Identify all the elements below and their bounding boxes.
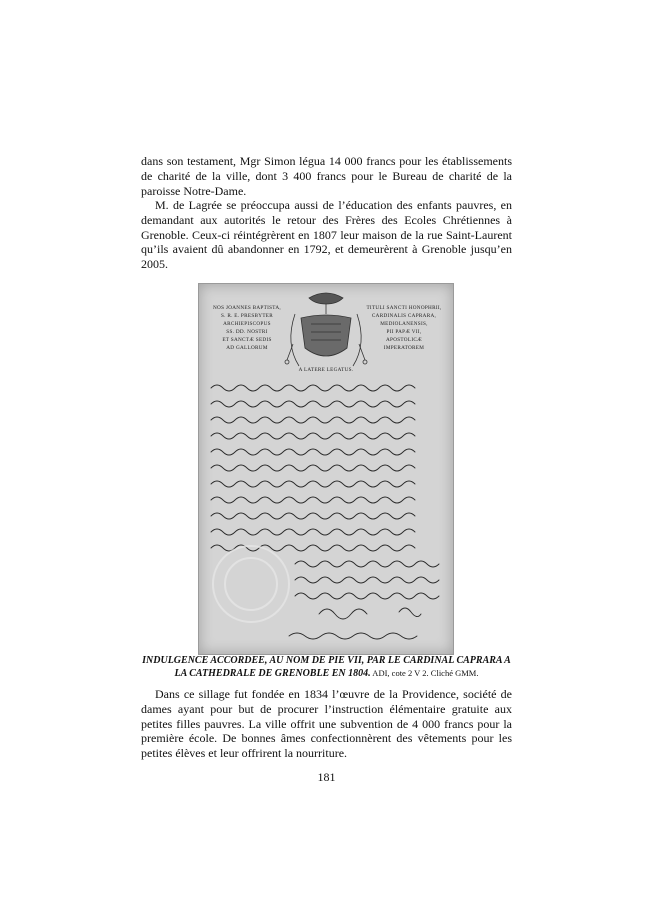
paragraph-testament: dans son testament, Mgr Simon légua 14 000 francs pour les établissements de charité de la ville, dont 3 400 francs pour le Bureau de charité de la paroisse Notre-Dame. (141, 154, 512, 198)
document-header-right: TITULI SANCTI HONOPHRII, CARDINALIS CAPRARA, MEDIOLANENSIS, PII PAPÆ VII, APOSTOLICÆ IMPERATOREM (366, 305, 442, 351)
paragraph-education: M. de Lagrée se préoccupa aussi de l’éducation des enfants pauvres, en demandant aux autorités le retour des Frères des Ecoles Chrétiennes à Grenoble. Ceux-ci réintégrèrent en 1807 leur maison de la rue Saint-Laurent qu’ils avaient dû abandonner en 1792, et demeurèrent à Grenoble jusqu’en 2005. (141, 198, 512, 272)
document-header-left: NOS JOANNES BAPTISTA, S. R. E. PRESBYTER ARCHIEPISCOPUS SS. DD. NOSTRI ET SANCTÆ SEDIS AD GALLORUM (213, 305, 281, 351)
caption-title-line-2: LA CATHEDRALE DE GRENOBLE EN 1804. (174, 668, 371, 679)
caption-title-line-1: INDULGENCE ACCORDEE, AU NOM DE PIE VII, PAR LE CARDINAL CAPRARA A (142, 655, 511, 666)
page-number: 181 (317, 770, 336, 784)
document-legatus-line: A LATERE LEGATUS. (298, 367, 354, 373)
caption-reference: ADI, cote 2 V 2. Cliché GMM. (370, 668, 479, 678)
figure-caption (141, 655, 512, 680)
coat-of-arms (285, 293, 367, 366)
indulgence-document-photo (198, 283, 454, 655)
paragraph-providence: Dans ce sillage fut fondée en 1834 l’œuvre de la Providence, société de dames ayant pour but de procurer l’instruction élémentaire gratuite aux petites filles pauvres. La ville offrit une subvention de 4 000 francs pour la première école. De bonnes âmes confectionnèrent des vêtements pour les petites élèves et leur offrirent la nourriture. (141, 687, 512, 761)
embossed-seal (213, 546, 289, 622)
